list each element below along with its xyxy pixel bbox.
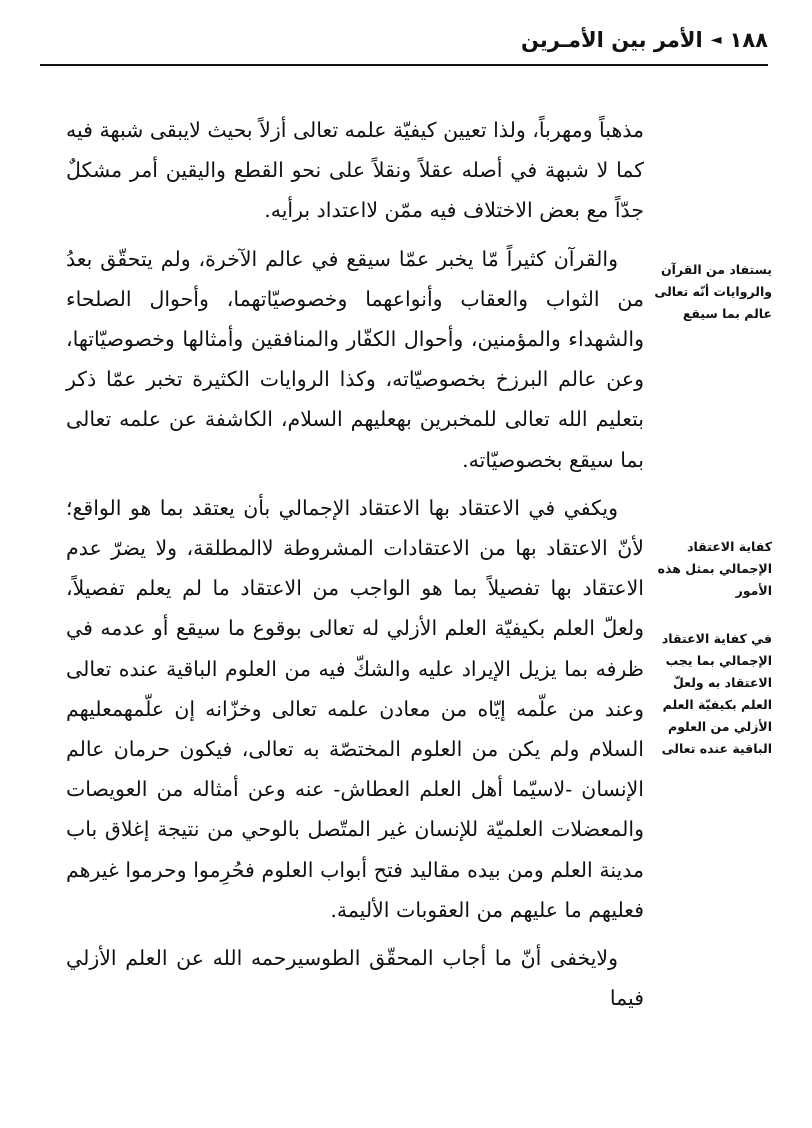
paragraph: ولايخفى أنّ ما أجاب المحقّق الطوسيرحمه الله عن العلم الأزلي فيما — [66, 946, 644, 1011]
main-text — [66, 110, 644, 1018]
running-header — [40, 20, 768, 60]
triangle-arrow-icon: ◄ — [710, 32, 722, 48]
paragraph: ويكفي في الاعتقاد بها الاعتقاد الإجمالي بأن يعتقد بما هو الواقع؛ لأنّ الاعتقاد بها من الاعتقادات المشروطة لاالمطلقة، ولا يضرّ عدم الاعتقاد بها تفصيلاً بما هو الواجب من الاعتقاد ما لم يعلم تفصيلاً، ولعلّ العلم بكيفيّة العلم الأزلي له تعالى بوقوع ما سيقع أو عدمه في ظرفه بما يزيل الإيراد عليه والشكّ فيه من العلوم الباقية عنده تعالى وعند من علّمه إيّاه من معادن علمه تعالى وخزّانه إن علّمهمعليهم السلام ولم يكن من العلوم المختصّة به تعالى، فيكون حرمان عالم الإنسان -لاسيّما أهل العلم العطاش- عنه وعن أمثاله من العويصات والمعضلات العلميّة للإنسان غير المتّصل بالوحي من نتيجة إغلاق باب مدينة العلم ومن بيده مقاليد فتح أبواب العلوم فحُرِموا وحرموا غيرهم فعليهم ما عليهم من العقوبات الأليمة. — [66, 495, 644, 922]
paragraph: مذهباً ومهرباً، ولذا تعيين كيفيّة علمه تعالى أزلاً بحيث لايبقى شبهة فيه كما لا شبهة في أصله عقلاً ونقلاً على نحو القطع واليقين أمر مشكلٌ جدّاً مع بعض الاختلاف فيه ممّن لااعتداد برأيه. — [66, 118, 644, 223]
paragraph: والقرآن كثيراً مّا يخبر عمّا سيقع في عالم الآخرة، ولم يتحقّق بعدُ من الثواب والعقاب وأنواعهما وخصوصيّاتهما، وأحوال الصلحاء والشهداء والمؤمنين، وأحوال الكفّار والمنافقين وأمثالها وخصوصيّاتها، وعن عالم البرزخ بخصوصيّاته، وكذا الروايات الكثيرة تخبر عمّا ذكر بتعليم الله تعالى للمخبرين بهعليهم السلام، الكاشفة عن علمه تعالى بما سيقع بخصوصيّاته. — [66, 246, 644, 472]
page-number: ١٨٨ — [729, 28, 768, 52]
margin-note: يستفاد من القرآن والروايات أنّه تعالى عالم بما سيقع — [654, 262, 772, 321]
running-title: الأمر بين الأمـرين — [521, 28, 703, 52]
margin-note: في كفاية الاعتقاد الإجمالي بما يجب الاعتقاد به ولعلّ العلم بكيفيّة العلم الأزلي من العلوم الباقية عنده تعالى — [661, 631, 772, 756]
margin-note: كفاية الاعتقاد الإجمالي بمثل هذه الأمور — [657, 539, 772, 598]
header-divider — [40, 64, 768, 66]
